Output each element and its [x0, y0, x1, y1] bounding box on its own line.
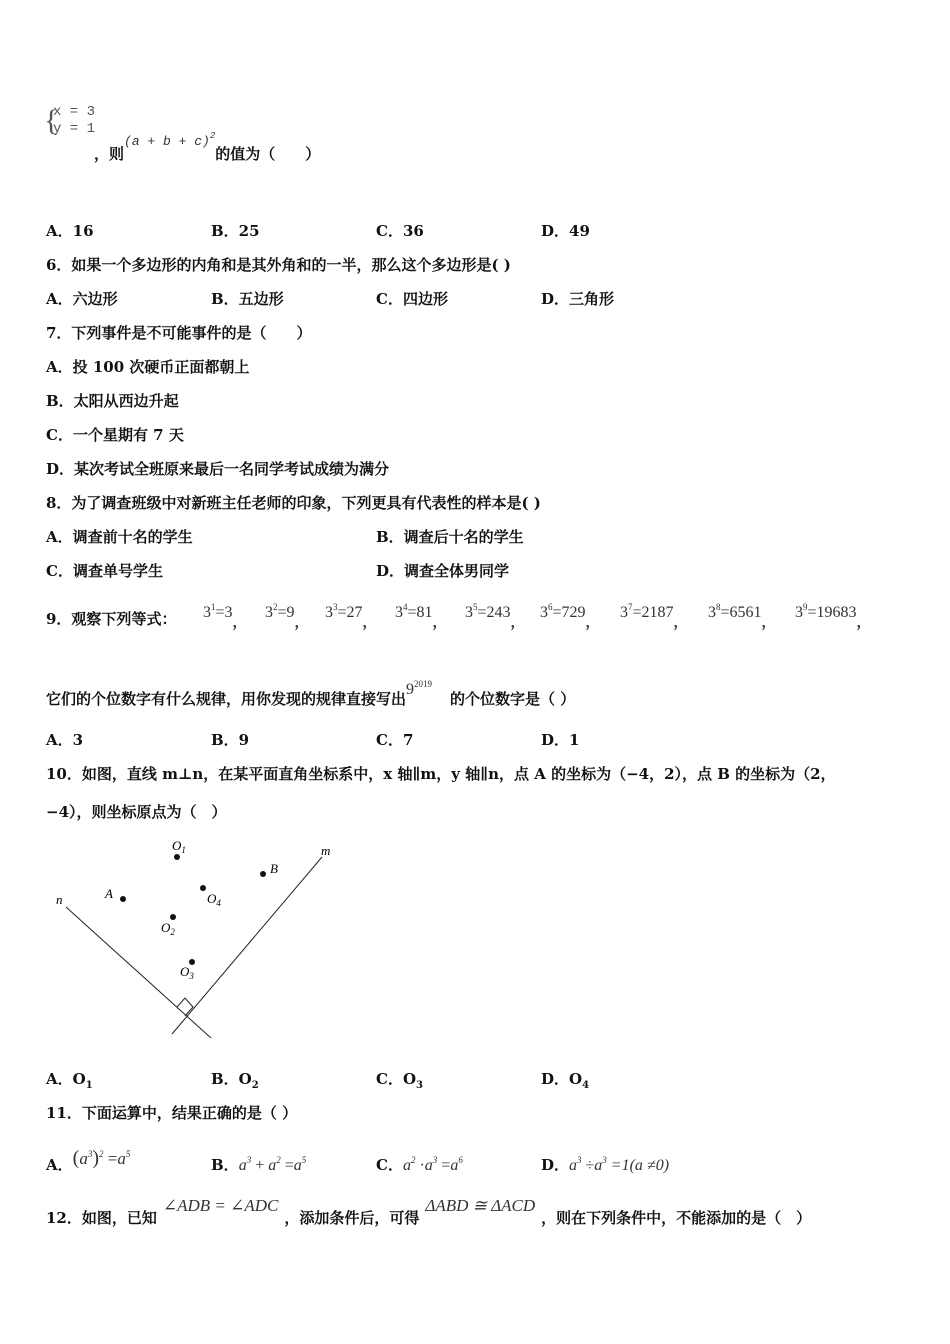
- q11-b-t1: a: [238, 1157, 247, 1174]
- q11-a-rhs-exp: 5: [125, 1149, 131, 1159]
- q9-equation: [795, 597, 871, 631]
- q9-equation-base: 3: [620, 604, 628, 621]
- q11-c-t1: a: [402, 1157, 411, 1174]
- label-O4-sub: 4: [216, 898, 221, 908]
- q11-a-inner-exp: 3: [87, 1149, 93, 1159]
- q5-stem-tail: [94, 131, 321, 166]
- q9-equation-sep: ，: [673, 615, 688, 631]
- q11-d-t1: a: [569, 1157, 578, 1174]
- q11-option-d[interactable]: [541, 1150, 669, 1176]
- point-O3: [189, 959, 195, 965]
- q11-c-t2: a: [424, 1157, 433, 1174]
- q7-option-b[interactable]: B．太阳从西边升起: [46, 392, 179, 410]
- q11-b-rhs: a: [293, 1157, 302, 1174]
- q10-option-b[interactable]: [211, 1069, 259, 1096]
- q11-option-a-label: A．: [46, 1156, 73, 1174]
- q8-stem: 8．为了调查班级中对新班主任老师的印象，下列更具有代表性的样本是( ): [46, 494, 541, 512]
- q9-equation-base: 3: [795, 604, 803, 621]
- q11-d-e2: 3: [602, 1155, 607, 1165]
- q11-b-eq: =: [280, 1157, 294, 1174]
- q9-equation-rhs: =81: [407, 604, 433, 621]
- q9-equation-exp: 2: [273, 602, 278, 612]
- q9-equation: [620, 597, 688, 631]
- q7-option-d[interactable]: D．某次考试全班原来最后一名同学考试成绩为满分: [46, 460, 390, 478]
- q10-option-c-sub: 3: [416, 1080, 423, 1091]
- q5-expr-text: (a + b + c): [124, 134, 210, 149]
- q9-equation: [465, 597, 525, 631]
- q12-prefix: 12．如图，已知: [46, 1209, 157, 1227]
- q9-power-base: 9: [406, 681, 415, 698]
- q5-option-c[interactable]: C．36: [376, 222, 424, 240]
- label-O1-sub: 1: [181, 845, 186, 855]
- q9-equation-sep: ，: [294, 615, 309, 631]
- q11-d-e1: 3: [577, 1155, 582, 1165]
- q11-c-op: ·: [415, 1157, 425, 1174]
- q9-equation-rhs: =243: [477, 604, 511, 621]
- q9-stem-prefix: 9．观察下列等式：: [46, 610, 177, 628]
- q11-option-a[interactable]: [46, 1147, 131, 1175]
- q11-stem: 11．下面运算中，结果正确的是（ ）: [46, 1104, 298, 1122]
- q12-stem: [46, 1196, 812, 1228]
- q6-option-b[interactable]: B．五边形: [211, 290, 284, 308]
- q9-equation-exp: 4: [403, 602, 408, 612]
- q10-stem-line1: 10．如图，直线 m⊥n，在某平面直角坐标系中，x 轴∥m，y 轴∥n，点 A 的坐标为（−4，2），点 B 的坐标为（2，: [46, 765, 836, 783]
- point-O1: [174, 854, 180, 860]
- q10-option-a-sub: 1: [85, 1080, 93, 1091]
- point-O4: [200, 885, 206, 891]
- q9-equation-base: 3: [203, 604, 211, 621]
- q9-option-c[interactable]: C．7: [376, 731, 414, 749]
- q9-equation-rhs: =3: [215, 604, 233, 621]
- q6-option-d[interactable]: D．三角形: [541, 290, 615, 308]
- q9-equation-sep: ，: [232, 615, 247, 631]
- label-B: B: [270, 861, 278, 876]
- q9-equation-sep: ，: [510, 615, 525, 631]
- q9-equation-base: 3: [325, 604, 333, 621]
- label-O4-main: O: [207, 891, 217, 906]
- q11-a-outer-exp: 2: [98, 1149, 104, 1159]
- q9-equation-sep: ，: [362, 615, 377, 631]
- point-A: [120, 896, 126, 902]
- q9-equation: [203, 597, 247, 631]
- q11-c-eq: =: [437, 1157, 451, 1174]
- label-O2-sub: 2: [170, 927, 175, 937]
- q9-equation-rhs: =9: [277, 604, 295, 621]
- q11-option-a-math: $(a^3)^2 =a^5$: [72, 1147, 131, 1169]
- q7-stem: 7．下列事件是不可能事件的是（ ）: [46, 324, 312, 342]
- q11-option-b[interactable]: [211, 1150, 306, 1176]
- q10-option-c-text: C．O: [376, 1070, 417, 1088]
- equation-line-2: y = 1: [53, 121, 96, 137]
- q10-option-d[interactable]: [541, 1069, 589, 1096]
- q7-option-c[interactable]: C．一个星期有 7 天: [46, 426, 184, 444]
- q11-option-d-math: [569, 1157, 669, 1174]
- q9-line2-prefix: 它们的个位数字有什么规律，用你发现的规律直接写出: [46, 690, 407, 708]
- q9-equation-sep: ，: [761, 615, 776, 631]
- q8-option-d[interactable]: D．调查全体男同学: [376, 562, 510, 580]
- q9-equation: [325, 597, 377, 631]
- q10-stem-line2: −4），则坐标原点为（ ）: [46, 803, 227, 821]
- label-O1: [172, 838, 186, 855]
- q5-option-a[interactable]: A．16: [46, 222, 94, 240]
- q9-option-a[interactable]: A．3: [46, 731, 84, 749]
- equation-line-1: x = 3: [53, 104, 96, 120]
- q11-a-eq: =: [103, 1149, 118, 1168]
- q11-b-op: +: [251, 1157, 269, 1174]
- point-O2: [170, 914, 176, 920]
- q10-option-d-text: D．O: [541, 1070, 583, 1088]
- label-O1-main: O: [172, 838, 182, 853]
- q11-b-e1: 3: [246, 1155, 252, 1165]
- label-O2: [161, 920, 175, 937]
- q9-option-b[interactable]: B．9: [211, 731, 250, 749]
- q12-middle: ，添加条件后，可得: [284, 1209, 420, 1227]
- q11-c-e1: 2: [410, 1155, 416, 1165]
- q11-c-rhs-exp: 6: [458, 1155, 463, 1165]
- q11-option-b-label: B．: [211, 1156, 239, 1174]
- line-m: [172, 857, 322, 1034]
- q6-option-c[interactable]: C．四边形: [376, 290, 448, 308]
- q9-power: [406, 681, 432, 698]
- q10-option-c[interactable]: [376, 1069, 423, 1096]
- q9-equation-rhs: =19683: [807, 604, 857, 621]
- q8-option-c[interactable]: C．调查单号学生: [46, 562, 163, 580]
- label-m: m: [321, 843, 331, 858]
- q9-equation-exp: 3: [333, 602, 338, 612]
- q9-line2: [46, 679, 576, 710]
- q11-d-tail: =1(a ≠0): [606, 1157, 670, 1174]
- q9-equation-rhs: =729: [552, 604, 586, 621]
- q9-option-d[interactable]: D．1: [541, 731, 580, 749]
- q9-equation-base: 3: [708, 604, 716, 621]
- q11-d-t2: a: [594, 1157, 603, 1174]
- q6-option-a[interactable]: A．六边形: [46, 290, 118, 308]
- q10-figure: [50, 836, 350, 1046]
- q5-option-d[interactable]: D．49: [541, 222, 590, 240]
- q9-equation-base: 3: [395, 604, 403, 621]
- q11-option-d-label: D．: [541, 1156, 570, 1174]
- q11-a-base: a: [79, 1149, 88, 1168]
- q9-equation-rhs: =27: [337, 604, 363, 621]
- q11-option-b-math: [239, 1157, 307, 1174]
- q9-equation: [395, 597, 447, 631]
- q9-equation: [708, 597, 776, 631]
- q9-equation-base: 3: [465, 604, 473, 621]
- q11-b-e2: 2: [276, 1155, 281, 1165]
- q9-equation-base: 3: [265, 604, 273, 621]
- q10-option-d-sub: 4: [582, 1080, 590, 1091]
- point-B: [260, 871, 266, 877]
- label-O2-main: O: [161, 920, 171, 935]
- q9-equation-sep: ，: [432, 615, 447, 631]
- q11-b-rhs-exp: 5: [301, 1155, 307, 1165]
- q5-option-b[interactable]: B．25: [211, 222, 260, 240]
- q10-option-a[interactable]: [46, 1069, 93, 1096]
- q12-suffix: ，则在下列条件中，不能添加的是（ ）: [541, 1209, 812, 1227]
- q9-equation-sep: ，: [585, 615, 600, 631]
- q7-option-a[interactable]: A．投 100 次硬币正面都朝上: [46, 358, 250, 376]
- q9-equation-base: 3: [540, 604, 548, 621]
- right-angle-marker: [177, 998, 193, 1016]
- q11-d-op: ÷: [581, 1157, 595, 1174]
- label-A: A: [105, 886, 113, 901]
- q9-equation-exp: 8: [716, 602, 721, 612]
- q11-b-t2: a: [268, 1157, 277, 1174]
- q5-expr-exp: 2: [209, 131, 216, 141]
- label-O3-sub: 3: [189, 971, 194, 981]
- q9-equation-exp: 1: [211, 602, 216, 612]
- q9-equation: [265, 597, 309, 631]
- q12-conclusion: ΔABD ≅ ΔACD: [425, 1196, 536, 1215]
- q6-stem: 6．如果一个多边形的内角和是其外角和的一半，那么这个多边形是( ): [46, 256, 511, 274]
- q5-expression: [124, 131, 216, 149]
- q11-option-c-math: [403, 1157, 463, 1174]
- q9-equation: [540, 597, 600, 631]
- q10-option-a-text: A．O: [46, 1070, 86, 1088]
- q9-power-exp: 2019: [414, 679, 433, 689]
- q11-option-c[interactable]: [376, 1150, 463, 1176]
- q9-equation-exp: 9: [803, 602, 808, 612]
- q10-option-b-sub: 2: [251, 1080, 259, 1091]
- q11-c-rhs: a: [450, 1157, 459, 1174]
- q5-prefix: ，则: [94, 145, 125, 163]
- q9-equation-exp: 6: [548, 602, 553, 612]
- q9-line2-suffix: 的个位数字是（ ）: [450, 690, 576, 708]
- label-O4: [207, 891, 221, 908]
- q9-equation-sep: ，: [856, 615, 871, 631]
- label-O3-main: O: [180, 964, 190, 979]
- q9-equation-rhs: =6561: [720, 604, 762, 621]
- q11-c-e2: 3: [432, 1155, 438, 1165]
- label-O3: [180, 964, 194, 981]
- q8-option-b[interactable]: B．调查后十名的学生: [376, 528, 524, 546]
- q10-option-b-text: B．O: [211, 1070, 252, 1088]
- q8-option-a[interactable]: A．调查前十名的学生: [46, 528, 193, 546]
- q11-option-c-label: C．: [376, 1156, 403, 1174]
- q12-condition: ∠ADB = ∠ADC: [162, 1196, 279, 1215]
- label-n: n: [56, 892, 63, 907]
- q11-a-rhs: a: [117, 1149, 126, 1168]
- q9-equation-exp: 5: [473, 602, 478, 612]
- q5-suffix: 的值为（ ）: [215, 145, 321, 163]
- q9-equation-rhs: =2187: [632, 604, 674, 621]
- q9-equation-exp: 7: [628, 602, 633, 612]
